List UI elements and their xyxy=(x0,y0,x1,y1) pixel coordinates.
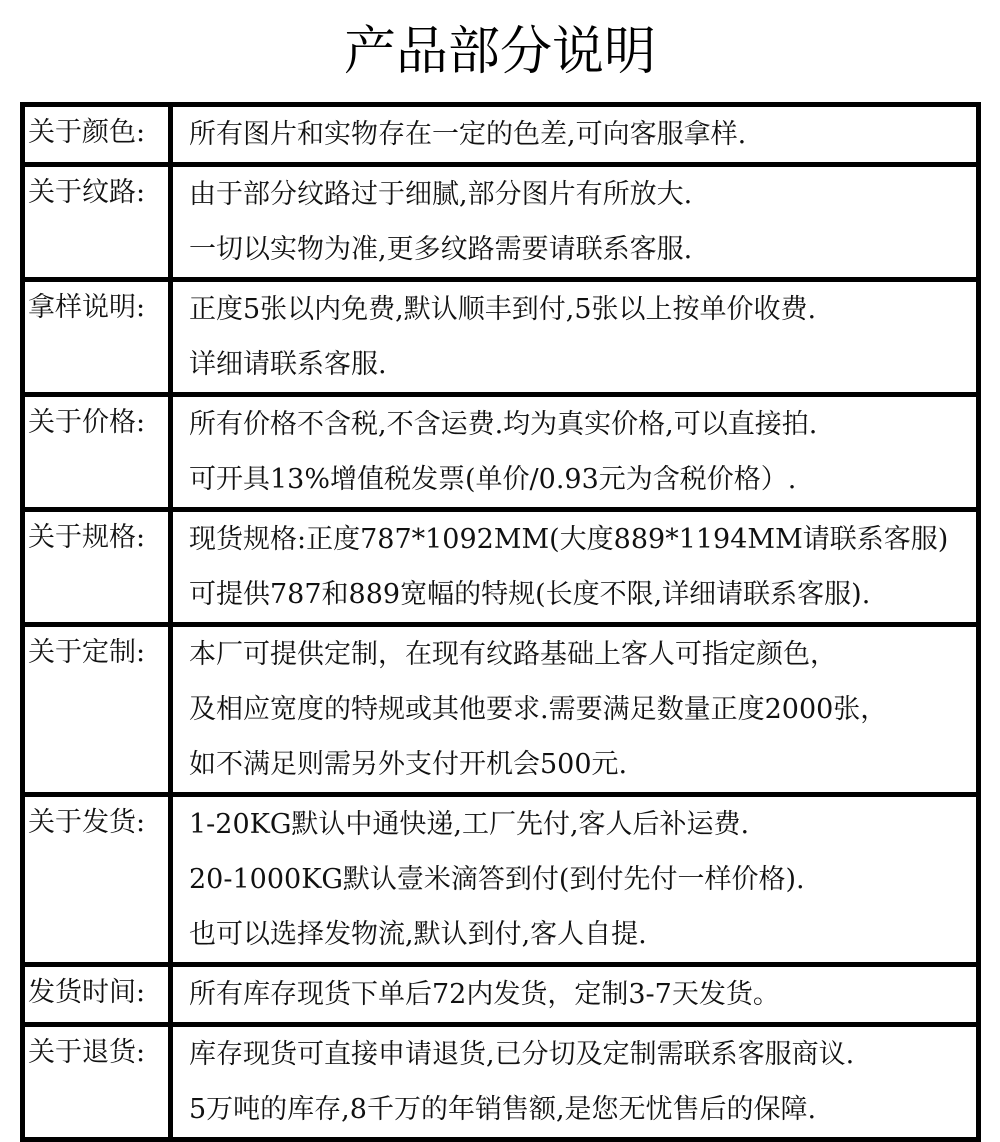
info-row xyxy=(23,280,979,395)
row-content xyxy=(171,280,979,395)
row-label: 关于价格: xyxy=(23,395,171,510)
content-line: 5万吨的库存,8千万的年销售额,是您无忧售后的保障. xyxy=(189,1094,817,1125)
content-line: 也可以选择发物流,默认到付,客人自提. xyxy=(189,919,647,950)
content-line: 一切以实物为准,更多纹路需要请联系客服. xyxy=(189,234,693,265)
content-line: 所有库存现货下单后72内发货，定制3-7天发货。 xyxy=(189,979,780,1010)
content-line: 20-1000KG默认壹米滴答到付(到付先付一样价格). xyxy=(189,864,805,895)
row-content xyxy=(171,625,979,795)
info-row xyxy=(23,1025,979,1140)
content-line: 如不满足则需另外支付开机会500元. xyxy=(189,749,628,780)
info-row xyxy=(23,510,979,625)
row-label: 关于退货: xyxy=(23,1025,171,1140)
product-info-table xyxy=(20,102,981,1142)
content-line: 库存现货可直接申请退货,已分切及定制需联系客服商议. xyxy=(189,1039,855,1070)
info-row xyxy=(23,395,979,510)
page-title: 产品部分说明 xyxy=(343,22,656,82)
row-label: 关于发货: xyxy=(23,795,171,965)
row-label: 发货时间: xyxy=(23,965,171,1025)
row-label: 关于颜色: xyxy=(23,105,171,165)
row-content xyxy=(171,165,979,280)
content-line: 1-20KG默认中通快递,工厂先付,客人后补运费. xyxy=(189,809,750,840)
info-row xyxy=(23,965,979,1025)
content-line: 可开具13%增值税发票(单价/0.93元为含税价格）. xyxy=(189,464,797,495)
content-line: 由于部分纹路过于细腻,部分图片有所放大. xyxy=(189,179,693,210)
row-content xyxy=(171,1025,979,1140)
content-line: 正度5张以内免费,默认顺丰到付,5张以上按单价收费. xyxy=(189,294,817,325)
row-content xyxy=(171,965,979,1025)
info-row xyxy=(23,795,979,965)
row-content xyxy=(171,510,979,625)
content-line: 详细请联系客服. xyxy=(189,349,387,380)
row-content xyxy=(171,105,979,165)
content-line: 所有图片和实物存在一定的色差,可向客服拿样. xyxy=(189,119,747,150)
row-label: 关于定制: xyxy=(23,625,171,795)
row-content xyxy=(171,395,979,510)
content-line: 现货规格:正度787*1092MM(大度889*1194MM请联系客服) xyxy=(189,524,949,555)
info-row xyxy=(23,165,979,280)
info-row xyxy=(23,625,979,795)
row-label: 关于规格: xyxy=(23,510,171,625)
row-label: 关于纹路: xyxy=(23,165,171,280)
row-label: 拿样说明: xyxy=(23,280,171,395)
content-line: 所有价格不含税,不含运费.均为真实价格,可以直接拍. xyxy=(189,409,818,440)
content-line: 可提供787和889宽幅的特规(长度不限,详细请联系客服). xyxy=(189,579,871,610)
content-line: 本厂可提供定制，在现有纹路基础上客人可指定颜色， xyxy=(189,639,837,670)
row-content xyxy=(171,795,979,965)
content-line: 及相应宽度的特规或其他要求.需要满足数量正度2000张， xyxy=(189,694,888,725)
info-row xyxy=(23,105,979,165)
